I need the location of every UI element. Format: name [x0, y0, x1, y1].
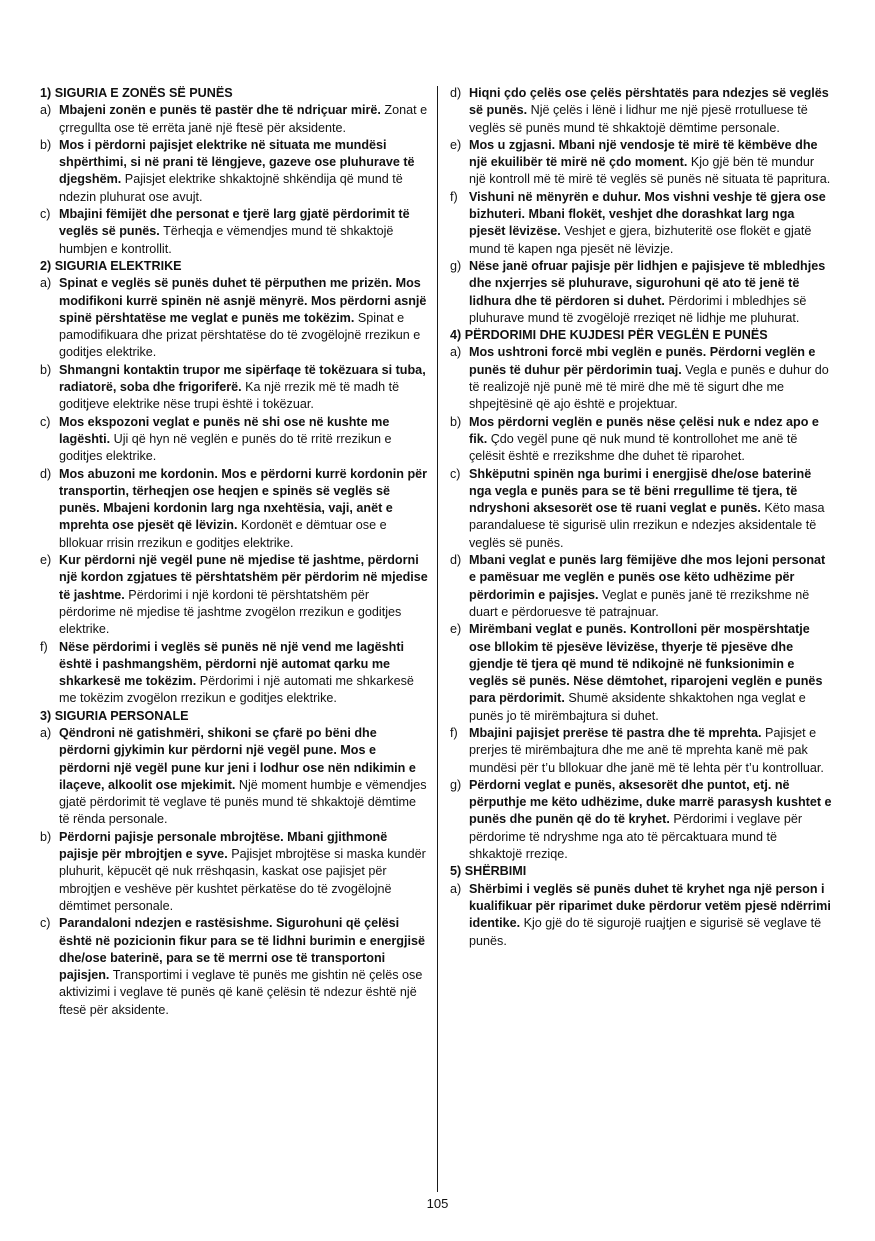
- item-text: Uji që hyn në veglën e punës do të rritë rrezikun e goditjes elektrike.: [59, 431, 392, 464]
- item-marker: f): [40, 639, 48, 654]
- item-marker: a): [40, 276, 52, 291]
- item-marker: e): [450, 137, 462, 152]
- instruction-item: [450, 85, 833, 137]
- instruction-item: [450, 621, 833, 725]
- item-bold-text: Mbajini pajisjet prerëse të pastra dhe të mprehta.: [469, 725, 762, 740]
- item-bold-text: Mos u zgjasni. Mbani një vendosje të mirë të këmbëve dhe një ekuilibër të mirë në çdo moment.: [469, 137, 818, 170]
- instruction-item: [450, 344, 833, 413]
- item-marker: a): [450, 345, 462, 360]
- item-marker: a): [40, 103, 52, 118]
- item-text: Pajisjet elektrike shkaktojnë shkëndija që mund të ndezin pluhurat ose avujt.: [59, 172, 403, 204]
- right-column: [450, 85, 833, 950]
- section-heading: 3) SIGURIA PERSONALE: [40, 708, 189, 723]
- page-number: 105: [426, 1196, 449, 1211]
- item-marker: d): [450, 553, 462, 568]
- instruction-item: [40, 915, 428, 1019]
- item-text: Një moment humbje e vëmendjes gjatë përdorimit të veglave të punës mund të shkaktojë dëmtime të rënda personale.: [59, 777, 427, 827]
- item-marker: d): [40, 466, 52, 481]
- item-bold-text: Parandaloni ndezjen e rastësishme. Sigurohuni që çelësi është në pozicionin fikur para se të lidhni burimin e energjisë dhe/ose baterinë, para se të merrni ose të transportoni pajisjen.: [59, 916, 425, 983]
- instruction-item: [40, 362, 428, 414]
- item-marker: e): [450, 622, 462, 637]
- item-marker: b): [40, 137, 52, 152]
- item-bold-text: Nëse janë ofruar pajisje për lidhjen e pajisjeve të mbledhjes dhe nxjerrjes së pluhurave, sigurohuni që ato të jenë të lidhura dhe të përdoren si duhet.: [469, 258, 826, 308]
- left-column: [40, 85, 428, 1019]
- item-text: Vegla e punës e duhur do të realizojë një punë më të mirë dhe më të sigurt dhe me shpejtësinë që ajo është e projektuar.: [469, 362, 829, 412]
- instruction-item: [450, 881, 833, 950]
- instruction-item: [450, 258, 833, 327]
- item-text: Spinat e pamodifikuara dhe prizat përshtatëse do të zvogëlojnë rrezikun e goditjes elektrike.: [59, 310, 421, 360]
- item-bold-text: Shërbimi i veglës së punës duhet të kryhet nga një person i kualifikuar për riparimet duke përdorur vetëm pjesë ndërrimi identike.: [469, 881, 831, 931]
- item-marker: d): [450, 86, 462, 100]
- item-marker: b): [40, 362, 52, 377]
- item-text: Veglat e punës janë të rrezikshme në duart e përdoruesve të patrajnuar.: [469, 587, 810, 619]
- item-bold-text: Mos ekspozoni veglat e punës në shi ose në kushte me lagështi.: [59, 414, 390, 446]
- instruction-item: [450, 189, 833, 258]
- item-bold-text: Mbajeni zonën e punës të pastër dhe të ndriçuar mirë.: [59, 103, 381, 118]
- item-marker: g): [450, 258, 462, 273]
- item-bold-text: Hiqni çdo çelës ose çelës përshtatës para ndezjes së veglës së punës.: [469, 86, 829, 118]
- item-text: Zonat e çrregullta ose të errëta janë një ftesë për aksidente.: [59, 103, 428, 135]
- item-marker: e): [40, 553, 52, 568]
- item-text: Çdo vegël pune që nuk mund të kontrollohet me anë të çelësit është e rrezikshme dhe duhet të riparohet.: [469, 431, 798, 464]
- instruction-item: [40, 206, 428, 258]
- item-bold-text: Mbajini fëmijët dhe personat e tjerë larg gjatë përdorimit të veglës së punës.: [59, 207, 410, 239]
- instruction-item: [40, 725, 428, 829]
- section-heading: 2) SIGURIA ELEKTRIKE: [40, 258, 182, 273]
- item-marker: c): [40, 916, 51, 931]
- item-bold-text: Nëse përdorimi i veglës së punës në një vend me lagështi është i pashmangshëm, përdorni një automat qarku me shkarkesë me tokëzim.: [59, 639, 405, 689]
- instruction-item: [40, 414, 428, 466]
- item-text: Kjo gjë bën të mundur një kontroll më të mirë të veglës së punës në situata të papritura.: [469, 155, 831, 187]
- item-bold-text: Shkëputni spinën nga burimi i energjisë dhe/ose baterinë nga vegla e punës para se të bëni rregullime të tjera, të ndryshoni aksesorët ose të ruani veglat e punës.: [469, 466, 812, 516]
- instruction-item: [40, 102, 428, 137]
- item-text: Përdorimi i një kordoni të përshtatshëm për përdorime në mjedise të jashtme zvogëlon rrezikun e goditjes elektrike.: [59, 587, 402, 637]
- item-bold-text: Mirëmbani veglat e punës. Kontrolloni për mospërshtatje ose bllokim të pjesëve lëvizëse, thyerje të pjesëve dhe gjendje të tjera që mund të ndikojnë në funksionimin e veglës së punës. Nëse dëmtohet, riparojeni veglën e punës para përdorimit.: [469, 622, 823, 706]
- instruction-item: [450, 137, 833, 189]
- item-marker: a): [450, 881, 462, 896]
- item-marker: f): [450, 189, 458, 204]
- item-bold-text: Qëndroni në gatishmëri, shikoni se çfarë po bëni dhe përdorni gjykimin kur përdorni një vegël pune. Mos e përdorni një vegël pune kur jeni i lodhur ose nën ndikimin e ilaçeve, alkoolit ose mjekimit.: [59, 725, 416, 792]
- instruction-item: [40, 829, 428, 915]
- item-marker: c): [40, 207, 51, 222]
- instruction-item: [450, 466, 833, 552]
- item-marker: c): [450, 466, 461, 481]
- section-heading: 5) SHËRBIMI: [450, 864, 527, 879]
- instruction-item: [40, 275, 428, 361]
- item-bold-text: Mos abuzoni me kordonin. Mos e përdorni kurrë kordonin për transportin, tërheqjen ose heqjen e spinës së veglës së punës. Mbajeni kordonin larg nga nxehtësia, vaji, anët e mprehta ose pjesët që lëvizin.: [59, 466, 428, 533]
- item-text: Veshjet e gjera, bizhuteritë ose flokët e gjatë mund të kapen nga pjesët në lëvizje.: [469, 224, 812, 256]
- section-heading: 1) SIGURIA E ZONËS SË PUNËS: [40, 86, 233, 100]
- instruction-item: [450, 777, 833, 863]
- item-marker: f): [450, 725, 458, 740]
- item-bold-text: Shmangni kontaktin trupor me sipërfaqe të tokëzuara si tuba, radiatorë, soba dhe frigoriferë.: [59, 362, 426, 395]
- instruction-item: [40, 552, 428, 638]
- column-divider: [437, 86, 439, 1192]
- item-marker: a): [40, 725, 52, 740]
- item-marker: c): [40, 414, 51, 429]
- item-text: Pajisjet e prerjes të mirëmbajtura dhe me anë të mprehta kanë më pak mundësi për t’u bllokuar dhe janë më të lehta për t’u kontrolluar.: [469, 725, 824, 775]
- item-bold-text: Përdorni pajisje personale mbrojtëse. Mbani gjithmonë pajisje për mbrojtjen e syve.: [59, 829, 388, 862]
- item-bold-text: Mos ushtroni forcë mbi veglën e punës. Përdorni veglën e punës të duhur për përdorimin tuaj.: [469, 345, 816, 377]
- item-text: Përdorimi i veglave për përdorime të ndryshme nga ato të përcaktuara mund të shkaktojë rreziqe.: [469, 812, 803, 862]
- item-text: Përdorimi i një automati me shkarkesë me tokëzim zvogëlon rrezikun e goditjes elektrike.: [59, 674, 414, 706]
- instruction-item: [450, 552, 833, 621]
- item-text: Kjo gjë do të sigurojë ruajtjen e sigurisë së veglave të punës.: [469, 916, 822, 948]
- item-bold-text: Mos përdorni veglën e punës nëse çelësi nuk e ndez apo e fik.: [469, 414, 819, 446]
- item-text: Një çelës i lënë i lidhur me një pjesë rrotulluese të veglës së punës mund të shkaktojë dëmtime personale.: [469, 103, 808, 135]
- item-text: Këto masa parandaluese të sigurisë ulin rrezikun e ndezjes aksidentale të veglës së punës.: [469, 501, 825, 550]
- instruction-item: [450, 725, 833, 777]
- instruction-item: [40, 466, 428, 552]
- item-bold-text: Përdorni veglat e punës, aksesorët dhe puntot, etj. në përputhje me këto udhëzime, duke marrë parasysh kushtet e punës dhe punën që do të kryhet.: [469, 777, 832, 827]
- item-text: Kordonët e dëmtuar ose e bllokuar rrisin rrezikun e goditjes elektrike.: [59, 518, 387, 550]
- item-text: Ka një rrezik më të madh të goditjeve elektrike nëse trupi është i tokëzuar.: [59, 380, 400, 412]
- section-heading: 4) PËRDORIMI DHE KUJDESI PËR VEGLËN E PUNËS: [450, 328, 768, 343]
- item-bold-text: Spinat e veglës së punës duhet të përputhen me prizën. Mos modifikoni kurrë spinën në asnjë mënyrë. Mos përdorni asnjë spinë përshtatëse me veglat e punës me tokëzim.: [59, 276, 427, 325]
- instruction-item: [450, 414, 833, 466]
- item-text: Shumë aksidente shkaktohen nga veglat e punës jo të mirëmbajtura si duhet.: [469, 691, 806, 723]
- item-marker: b): [450, 414, 462, 429]
- item-bold-text: Vishuni në mënyrën e duhur. Mos vishni veshje të gjera ose bizhuteri. Mbani flokët, veshjet dhe dorashkat larg nga pjesët lëvizëse.: [469, 189, 826, 239]
- item-text: Transportimi i veglave të punës me gishtin në çelës ose aktivizimi i veglave të punës që kanë çelësin të ndezur është një ftesë për aksidente.: [59, 968, 423, 1017]
- item-bold-text: Mos i përdorni pajisjet elektrike në situata me mundësi shpërthimi, si në prani të lëngjeve, gazeve ose pluhurave të djegshëm.: [59, 137, 415, 187]
- item-bold-text: Kur përdorni një vegël pune në mjedise të jashtme, përdorni një kordon zgjatues të përshtatshëm për përdorim në mjedise të jashtme.: [59, 553, 428, 602]
- instruction-item: [40, 137, 428, 206]
- item-text: Përdorimi i mbledhjes së pluhurave mund të zvogëlojë rreziqet në lidhje me pluhurat.: [469, 293, 807, 325]
- item-marker: b): [40, 829, 52, 844]
- instruction-item: [40, 639, 428, 708]
- item-text: Pajisjet mbrojtëse si maska kundër pluhurit, këpucët që nuk rrëshqasin, kaskat ose pajisjet për mbrojtjen e veshëve për kushtet përkatëse do të zvogëlojnë dëmtimet personale.: [59, 847, 426, 913]
- item-bold-text: Mbani veglat e punës larg fëmijëve dhe mos lejoni personat e pamësuar me veglën e punës ose këto udhëzime për përdorimin e pajisjes.: [469, 553, 826, 602]
- item-marker: g): [450, 777, 462, 792]
- item-text: Tërheqja e vëmendjes mund të shkaktojë humbjen e kontrollit.: [59, 224, 394, 256]
